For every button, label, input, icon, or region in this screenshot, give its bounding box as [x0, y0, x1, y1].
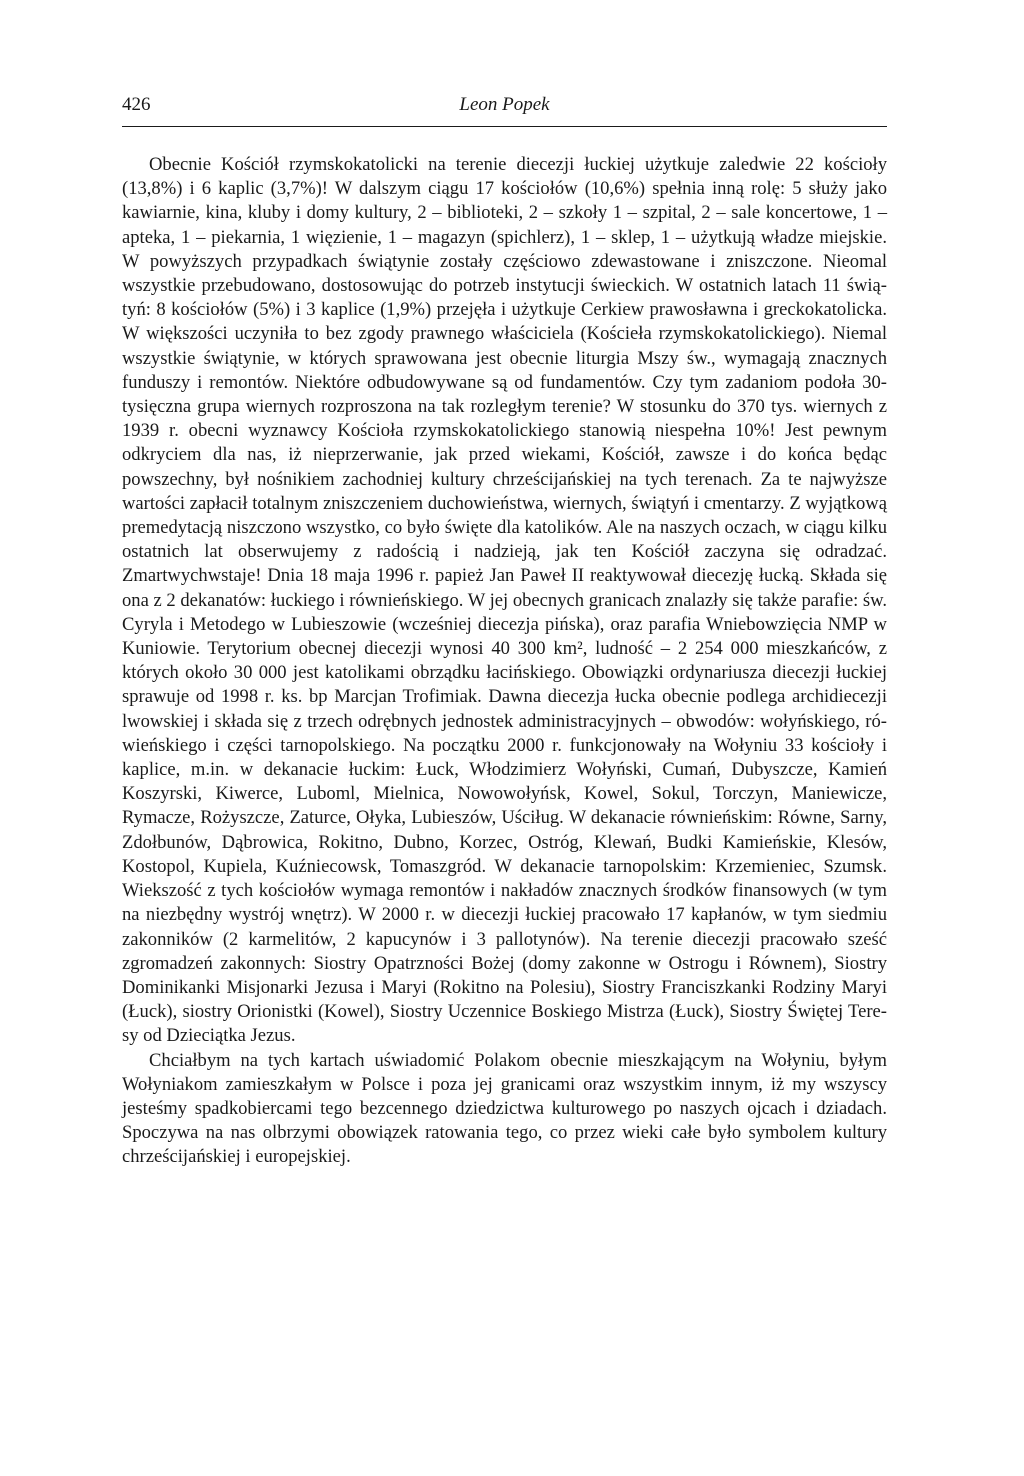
page-header [122, 94, 887, 127]
paragraph-1: Obecnie Kościół rzymskokatolicki na terenie diecezji łuckiej użytkuje zaledwie 22 kościoły (13,8%) i 6 kaplic (3,7%)! W dalszym ciągu 17 kościołów (10,6%) spełnia inną rolę: 5 służy jako kawiarnie, kina, kluby i domy kultury, 2 – biblioteki, 2 – szkoły 1 – szpital, 2 – sale koncertowe, 1 – apteka, 1 – piekarnia, 1 więzienie, 1 – magazyn (spichlerz), 1 – sklep, 1 – użytkują władze miejskie. W powyższych przypadkach świątynie zostały częściowo zdewastowane i zniszczone. Nieomal wszystkie przebudowano, dostosowując do potrzeb instytucji świeckich. W ostatnich latach 11 świątyń: 8 kościołów (5%) i 3 kaplice (1,9%) przejęła i użytkuje Cerkiew prawosławna i greckokatolicka. W większości uczyniła to bez zgody prawnego właściciela (Kościeła rzymskokatolickiego). Niemal wszystkie świątynie, w których sprawowana jest obecnie liturgia Mszy św., wymagają znacznych funduszy i remontów. Niektóre odbudowywane są od fundamentów. Czy tym zadaniom podoła 30-tysięczna grupa wiernych rozproszona na tak rozległym terenie? W stosunku do 370 tys. wiernych z 1939 r. obecni wyznawcy Kościoła rzymskokatolickiego stanowią niespełna 10%! Jest pewnym odkryciem dla nas, iż nieprzerwanie, jak przed wiekami, Kościół, zawsze i do końca będąc powszechny, był nośnikiem zachodniej kultury chrześcijańskiej na tych terenach. Za te najwyższe wartości zapłacił totalnym zniszczeniem duchowieństwa, wiernych, świątyń i cmentarzy. Z wyjątkową premedytacją niszczono wszystko, co było święte dla katolików. Ale na naszych oczach, w ciągu kilku ostatnich lat obserwujemy z radością i nadzieją, jak ten Kościół zaczyna się odradzać. Zmartwychwstaje! Dnia 18 maja 1996 r. papież Jan Paweł II reaktywował diecezję łucką. Składa się ona z 2 dekanatów: łuckiego i równieńskiego. W jej obecnych granicach znalazły się także parafie: św. Cyryla i Metodego w Lubieszowie (wcześniej diecezja pińska), oraz parafia Wniebowzięcia NMP w Kuniowie. Terytorium obecnej diecezji wynosi 40 300 km², ludność – 2 254 000 mieszkańców, z których około 30 000 jest katolikami obrządku łacińskiego. Obowiązki ordynariusza diecezji łuckiej sprawuje od 1998 r. ks. bp Marcjan Trofimiak. Dawna diecezja łucka obecnie podlega archidiecezji lwowskiej i składa się z trzech odrębnych jednostek administracyjnych – obwodów: wołyńskiego, rówieńskiego i części tarnopolskiego. Na początku 2000 r. funkcjonowały na Wołyniu 33 kościoły i kaplice, m.in. w dekanacie łuckim: Łuck, Włodzimierz Wołyński, Cumań, Dubyszcze, Kamień Koszyrski, Kiwerce, Luboml, Mielnica, Nowowołyńsk, Kowel, Sokul, Torczyn, Maniewicze, Rymacze, Rożyszcze, Zaturce, Ołyka, Lubieszów, Uściług. W dekanacie równieńskim: Równe, Sarny, Zdołbunów, Dąbrowica, Rokitno, Dubno, Korzec, Ostróg, Klewań, Budki Kamieńskie, Klesów, Kostopol, Kupiela, Kuźniecowsk, Tomaszgród. W dekanacie tarnopolskim: Krzemieniec, Szumsk. Wiekszość z tych kościołów wymaga remontów i nakładów znacznych środków finansowych (w tym na niezbędny wystrój wnętrz). W 2000 r. w diecezji łuckiej pracowało 17 kapłanów, w tym siedmiu zakonników (2 karmelitów, 2 kapucynów i 3 pallotynów). Na terenie diecezji pracowało sześć zgromadzeń zakonnych: Siostry Opatrzności Bożej (domy zakonne w Ostrogu i Równem), Siostry Dominikanki Misjonarki Jezusa i Maryi (Rokitno na Polesiu), Siostry Franciszkanki Rodziny Maryi (Łuck), siostry Orionistki (Kowel), Siostry Uczennice Boskiego Mistrza (Łuck), Siostry Świętej Teresy od Dzieciątka Jezus. [122, 154, 887, 1047]
paragraph-2: Chciałbym na tych kartach uświadomić Polakom obecnie mieszkającym na Wołyniu, byłym Wołyniakom zamieszkałym w Polsce i poza jej granicami oraz wszystkim innym, iż my wszyscy jesteśmy spadkobiercami tego bezcennego dziedzictwa kulturowego po naszych ojcach i dziadach. Spoczywa na nas olbrzymi obowiązek ratowania tego, co przez wieki całe było symbolem kultury chrześcijańskiej i europejskiej. [122, 1049, 887, 1168]
running-head: Leon Popek [459, 94, 550, 115]
body-text [122, 153, 887, 1170]
page-number: 426 [122, 94, 151, 115]
